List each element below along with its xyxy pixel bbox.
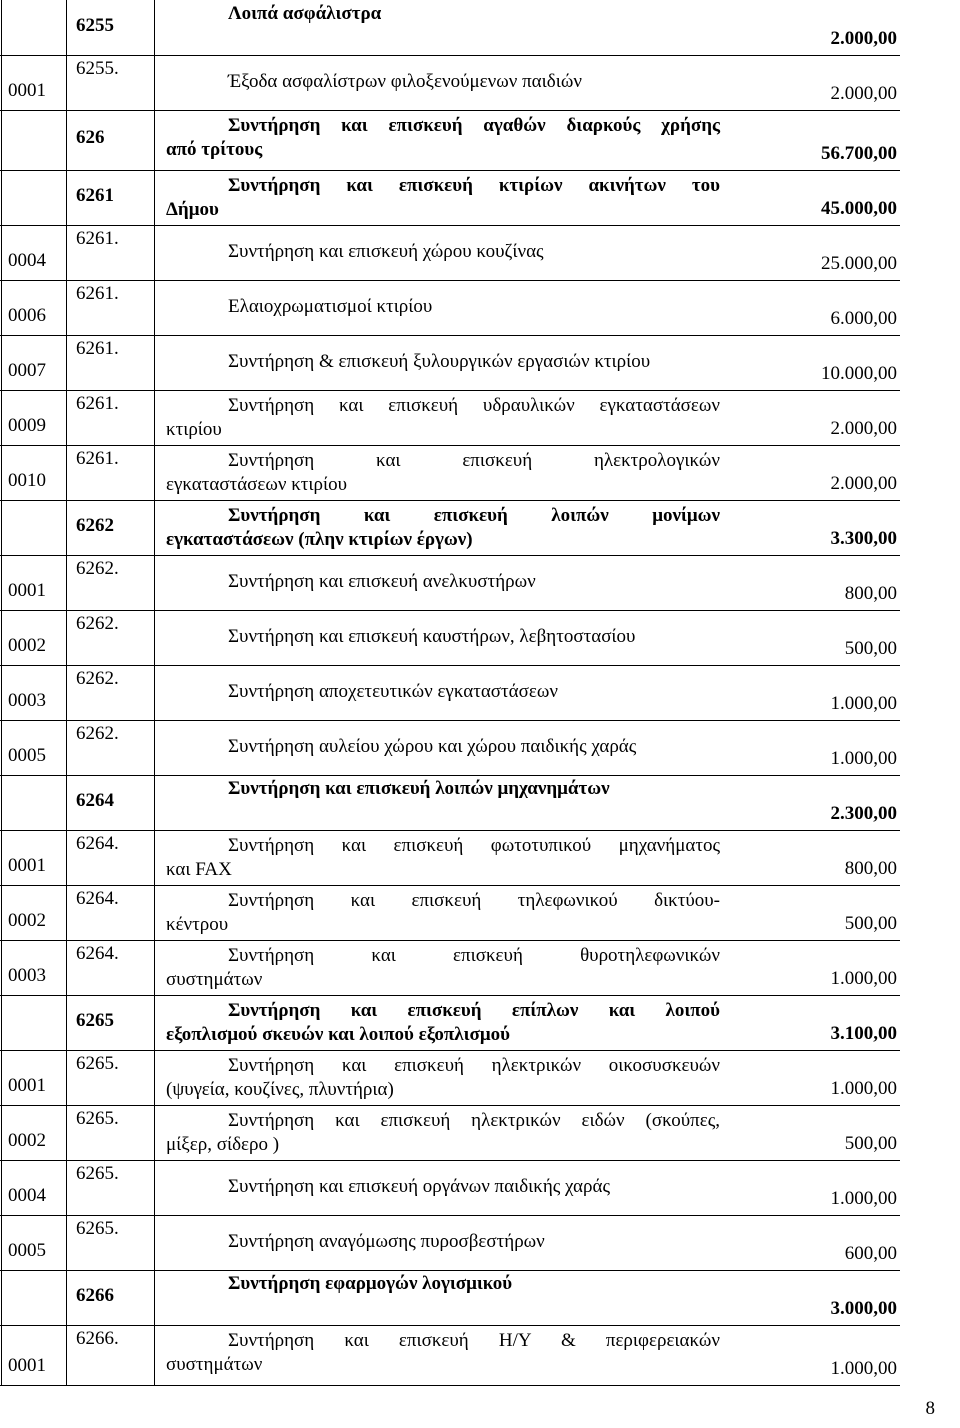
row-subcode: 0006 [8, 305, 46, 326]
row-subcode: 0001 [8, 1075, 46, 1096]
table-row [0, 0, 960, 55]
table-row [0, 335, 960, 390]
row-amount: 500,00 [844, 913, 897, 934]
row-amount: 6.000,00 [830, 308, 897, 329]
row-code: 6261. [76, 393, 119, 414]
row-code: 6261. [76, 228, 119, 249]
row-description: Συντήρηση και επισκευή ηλεκτρικών οικοσυσκευών [228, 1055, 720, 1076]
row-subcode: 0002 [8, 1130, 46, 1151]
table-row [0, 610, 960, 665]
row-description: Συντήρηση αναγόμωσης πυροσβεστήρων [228, 1230, 545, 1252]
table-row [0, 225, 960, 280]
row-code: 6255 [76, 14, 114, 36]
row-amount: 600,00 [844, 1243, 897, 1264]
table-row [0, 170, 960, 225]
row-code: 6264. [76, 888, 119, 909]
table-row [0, 1050, 960, 1105]
table-row [0, 995, 960, 1050]
row-code: 6261. [76, 448, 119, 469]
row-description: Συντήρηση και επισκευή λοιπών μονίμων [228, 505, 720, 526]
row-code: 6264. [76, 943, 119, 964]
row-code: 6262. [76, 723, 119, 744]
row-description-cont: εγκαταστάσεων (πλην κτιρίων έργων) [166, 529, 473, 550]
row-amount: 800,00 [844, 858, 897, 879]
row-subcode: 0003 [8, 965, 46, 986]
row-code: 6262. [76, 668, 119, 689]
row-code: 6265. [76, 1163, 119, 1184]
row-subcode: 0001 [8, 80, 46, 101]
row-description-cont: μίξερ, σίδερο ) [166, 1134, 280, 1155]
row-amount: 1.000,00 [830, 968, 897, 989]
table-row [0, 1105, 960, 1160]
row-description-cont: Δήμου [166, 199, 219, 220]
row-description: Συντήρηση και επισκευή αγαθών διαρκούς χρήσης [228, 115, 720, 136]
row-subcode: 0001 [8, 1355, 46, 1376]
row-subcode: 0002 [8, 910, 46, 931]
row-subcode: 0005 [8, 745, 46, 766]
table-row [0, 555, 960, 610]
row-description-cont: εγκαταστάσεων κτιρίου [166, 474, 348, 495]
row-amount: 3.000,00 [830, 1298, 897, 1319]
row-amount: 1.000,00 [830, 693, 897, 714]
table-row [0, 1215, 960, 1270]
row-description-cont: από τρίτους [166, 139, 263, 160]
row-description-cont: εξοπλισμού σκευών και λοιπού εξοπλισμού [166, 1024, 510, 1045]
table-row [0, 1270, 960, 1325]
row-description: Συντήρηση και επισκευή λοιπών μηχανημάτων [228, 778, 610, 799]
row-amount: 25.000,00 [821, 253, 897, 274]
row-amount: 10.000,00 [821, 363, 897, 384]
table-row [0, 110, 960, 170]
row-description: Συντήρηση αποχετευτικών εγκαταστάσεων [228, 680, 558, 702]
row-amount: 3.100,00 [830, 1023, 897, 1044]
row-description: Συντήρηση και επισκευή κτιρίων ακινήτων του [228, 175, 720, 196]
row-amount: 56.700,00 [821, 143, 897, 164]
row-description: Συντήρηση και επισκευή χώρου κουζίνας [228, 240, 544, 262]
row-amount: 2.000,00 [830, 83, 897, 104]
row-subcode: 0005 [8, 1240, 46, 1261]
grid-hline [0, 1385, 900, 1386]
row-description: Συντήρηση και επισκευή επίπλων και λοιπού [228, 1000, 720, 1021]
row-code: 6261. [76, 338, 119, 359]
row-amount: 500,00 [844, 638, 897, 659]
row-description: Συντήρηση και επισκευή φωτοτυπικού μηχανήματος [228, 835, 720, 856]
row-description: Συντήρηση και επισκευή ηλεκτρολογικών [228, 450, 720, 471]
row-code: 6255. [76, 58, 119, 79]
row-description: Συντήρηση και επισκευή ανελκυστήρων [228, 570, 536, 592]
row-amount: 3.300,00 [830, 528, 897, 549]
row-amount: 800,00 [844, 583, 897, 604]
row-description-cont: συστημάτων [166, 969, 263, 990]
row-subcode: 0004 [8, 1185, 46, 1206]
row-description: Συντήρηση εφαρμογών λογισμικού [228, 1273, 513, 1294]
page-number: 8 [925, 1398, 935, 1419]
row-amount: 2.000,00 [830, 418, 897, 439]
row-amount: 1.000,00 [830, 1078, 897, 1099]
row-code: 6264 [76, 789, 114, 811]
table-row [0, 885, 960, 940]
table-row [0, 775, 960, 830]
row-amount: 1.000,00 [830, 1188, 897, 1209]
row-subcode: 0009 [8, 415, 46, 436]
row-amount: 2.000,00 [830, 473, 897, 494]
row-code: 626 [76, 127, 105, 148]
table-row [0, 720, 960, 775]
row-code: 6265. [76, 1108, 119, 1129]
row-code: 6266 [76, 1284, 114, 1306]
row-subcode: 0003 [8, 690, 46, 711]
row-subcode: 0010 [8, 470, 46, 491]
table-row [0, 1325, 960, 1385]
table-row [0, 280, 960, 335]
row-description: Συντήρηση και επισκευή καυστήρων, λεβητοστασίου [228, 625, 636, 647]
row-subcode: 0007 [8, 360, 46, 381]
row-amount: 2.000,00 [830, 28, 897, 49]
row-description-cont: και FAX [166, 859, 232, 880]
row-code: 6262 [76, 514, 114, 536]
row-description: Συντήρηση και επισκευή Η/Υ & περιφερειακών [228, 1330, 720, 1351]
row-description: Συντήρηση και επισκευή τηλεφωνικού δικτύου- [228, 890, 720, 911]
row-code: 6266. [76, 1328, 119, 1349]
row-code: 6264. [76, 833, 119, 854]
table-row [0, 1160, 960, 1215]
row-code: 6261. [76, 283, 119, 304]
table-row [0, 390, 960, 445]
row-description: Συντήρηση και επισκευή ηλεκτρικών ειδών (σκούπες, [228, 1110, 720, 1131]
row-description-cont: (ψυγεία, κουζίνες, πλυντήρια) [166, 1079, 394, 1100]
row-description: Ελαιοχρωματισμοί κτιρίου [228, 295, 433, 317]
row-description: Συντήρηση και επισκευή θυροτηλεφωνικών [228, 945, 720, 966]
row-description: Συντήρηση και επισκευή υδραυλικών εγκαταστάσεων [228, 395, 720, 416]
row-code: 6265. [76, 1218, 119, 1239]
table-row [0, 830, 960, 885]
row-subcode: 0002 [8, 635, 46, 656]
row-amount: 45.000,00 [821, 198, 897, 219]
row-code: 6265 [76, 1009, 114, 1031]
row-subcode: 0001 [8, 855, 46, 876]
row-code: 6265. [76, 1053, 119, 1074]
row-code: 6261 [76, 184, 114, 206]
table-row [0, 940, 960, 995]
row-subcode: 0001 [8, 580, 46, 601]
row-code: 6262. [76, 558, 119, 579]
row-description-cont: κέντρου [166, 914, 229, 935]
row-description: Λοιπά ασφάλιστρα [228, 3, 382, 24]
table-row [0, 500, 960, 555]
row-description: Έξοδα ασφαλίστρων φιλοξενούμενων παιδιών [228, 70, 582, 92]
row-amount: 500,00 [844, 1133, 897, 1154]
row-description-cont: συστημάτων [166, 1354, 263, 1375]
row-amount: 1.000,00 [830, 1358, 897, 1379]
row-subcode: 0004 [8, 250, 46, 271]
row-description: Συντήρηση αυλείου χώρου και χώρου παιδικής χαράς [228, 735, 637, 757]
row-amount: 1.000,00 [830, 748, 897, 769]
row-description: Συντήρηση και επισκευή οργάνων παιδικής χαράς [228, 1175, 610, 1197]
table-row [0, 445, 960, 500]
table-row [0, 55, 960, 110]
row-code: 6262. [76, 613, 119, 634]
row-description-cont: κτιρίου [166, 419, 222, 440]
table-row [0, 665, 960, 720]
row-amount: 2.300,00 [830, 803, 897, 824]
row-description: Συντήρηση & επισκευή ξυλουργικών εργασιών κτιρίου [228, 350, 651, 372]
